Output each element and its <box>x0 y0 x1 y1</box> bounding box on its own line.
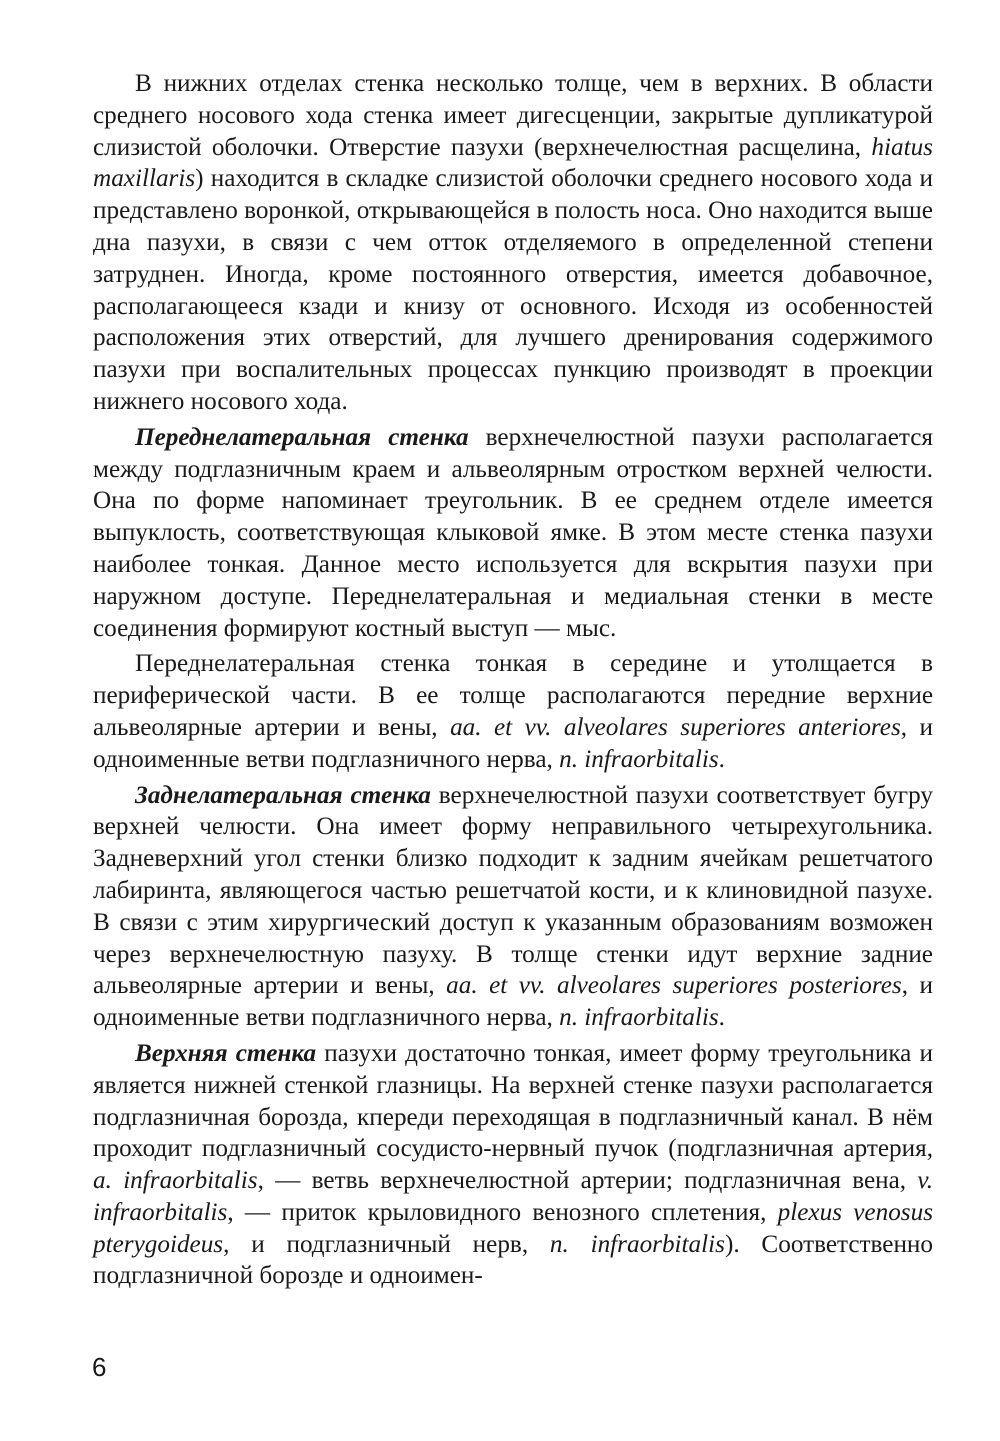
latin-term: aa. et vv. alveolares superiores posteriores <box>446 972 902 1000</box>
text-run: В нижних отделах стенка несколько толще, чем в верхних. В области среднего носового хода стенка имеет дигесценции, закрытые дупликатурой слизистой оболочки. Отверстие пазухи (верхнечелюстная расщелина, <box>93 70 933 161</box>
section-term: Верхняя стенка <box>135 1039 317 1067</box>
text-run: , и одноименные ветви подглазничного нерва, <box>93 972 933 1032</box>
paragraph-4 <box>93 780 933 1034</box>
section-term: Переднелатеральная стенка <box>135 423 469 451</box>
section-term: Заднелатеральная стенка <box>135 781 431 809</box>
latin-term: plexus venosus pterygoideus <box>93 1198 933 1258</box>
latin-term: hiatus maxillaris <box>93 133 933 193</box>
latin-term: n. infraorbitalis <box>559 745 719 773</box>
paragraph-5 <box>93 1038 933 1292</box>
text-run: . <box>718 1004 725 1032</box>
latin-term: n. infraorbitalis <box>559 1004 719 1032</box>
text-run: , и подглазничный нерв, <box>223 1230 550 1258</box>
latin-term: aa. et vv. alveolares superiores anteriores <box>450 713 901 741</box>
text-run: , — приток крыловидного венозного сплетения, <box>227 1198 778 1226</box>
text-run: . <box>718 745 725 773</box>
text-run: , — ветвь верхнечелюстной артерии; подглазничная вена, <box>257 1167 918 1195</box>
page-number: 6 <box>92 1352 107 1382</box>
text-run: , и одноименные ветви подглазничного нерва, <box>93 713 933 773</box>
text-run: верхнечелюстной пазухи соответствует бугру верхней челюсти. Она имеет форму неправильного четырехугольника. Задневерхний угол стенки близко подходит к задним ячейкам решетчатого лабиринта, являющегося частью решетчатой кости, и к клиновидной пазухе. В связи с этим хирургический доступ к указанным образованиям возможен через верхнечелюстную пазуху. В толще стенки идут верхние задние альвеолярные артерии и вены, <box>93 781 933 1000</box>
text-run: верхнечелюстной пазухи располагается между подглазничным краем и альвеолярным отростком верхней челюсти. Она по форме напоминает треугольник. В ее среднем отделе имеется выпуклость, соответствующая клыковой ямке. В этом месте стенка пазухи наиболее тонкая. Данное место используется для вскрытия пазухи при наружном доступе. Переднелатеральная и медиальная стенки в месте соединения формируют костный выступ — мыс. <box>93 423 933 642</box>
latin-term: a. infraorbitalis <box>93 1167 258 1195</box>
paragraph-3 <box>93 648 933 775</box>
text-run: Переднелатеральная стенка тонкая в середине и утолщается в периферической части. В ее толще располагаются передние верхние альвеолярные артерии и вены, <box>93 650 933 741</box>
body-text <box>93 68 933 1292</box>
text-run: пазухи достаточно тонкая, имеет форму треугольника и является нижней стенкой глазницы. На верхней стенке пазухи располагается подглазничная борозда, кпереди переходящая в подглазничный канал. В нём проходит подглазничный сосудисто-нервный пучок (подглазничная артерия, <box>93 1039 933 1163</box>
latin-term: v. infraorbitalis <box>93 1167 933 1226</box>
text-run: ) находится в складке слизистой оболочки среднего носового хода и представлено воронкой, открывающейся в полость носа. Оно находится выше дна пазухи, в связи с чем отток отделяемого в определенной степени затруднен. Иногда, кроме постоянного отверстия, имеется добавочное, располагающееся кзади и книзу от основного. Исходя из особенностей расположения этих отверстий, для лучшего дренирования содержимого пазухи при воспалительных процессах пункцию производят в проекции нижнего носового хода. <box>93 165 933 415</box>
paragraph-2 <box>93 422 933 645</box>
latin-term: n. infraorbitalis <box>549 1230 725 1258</box>
text-run: ). Соответственно подглазничной борозде и одноимен- <box>93 1230 933 1290</box>
paragraph-1 <box>93 68 933 418</box>
